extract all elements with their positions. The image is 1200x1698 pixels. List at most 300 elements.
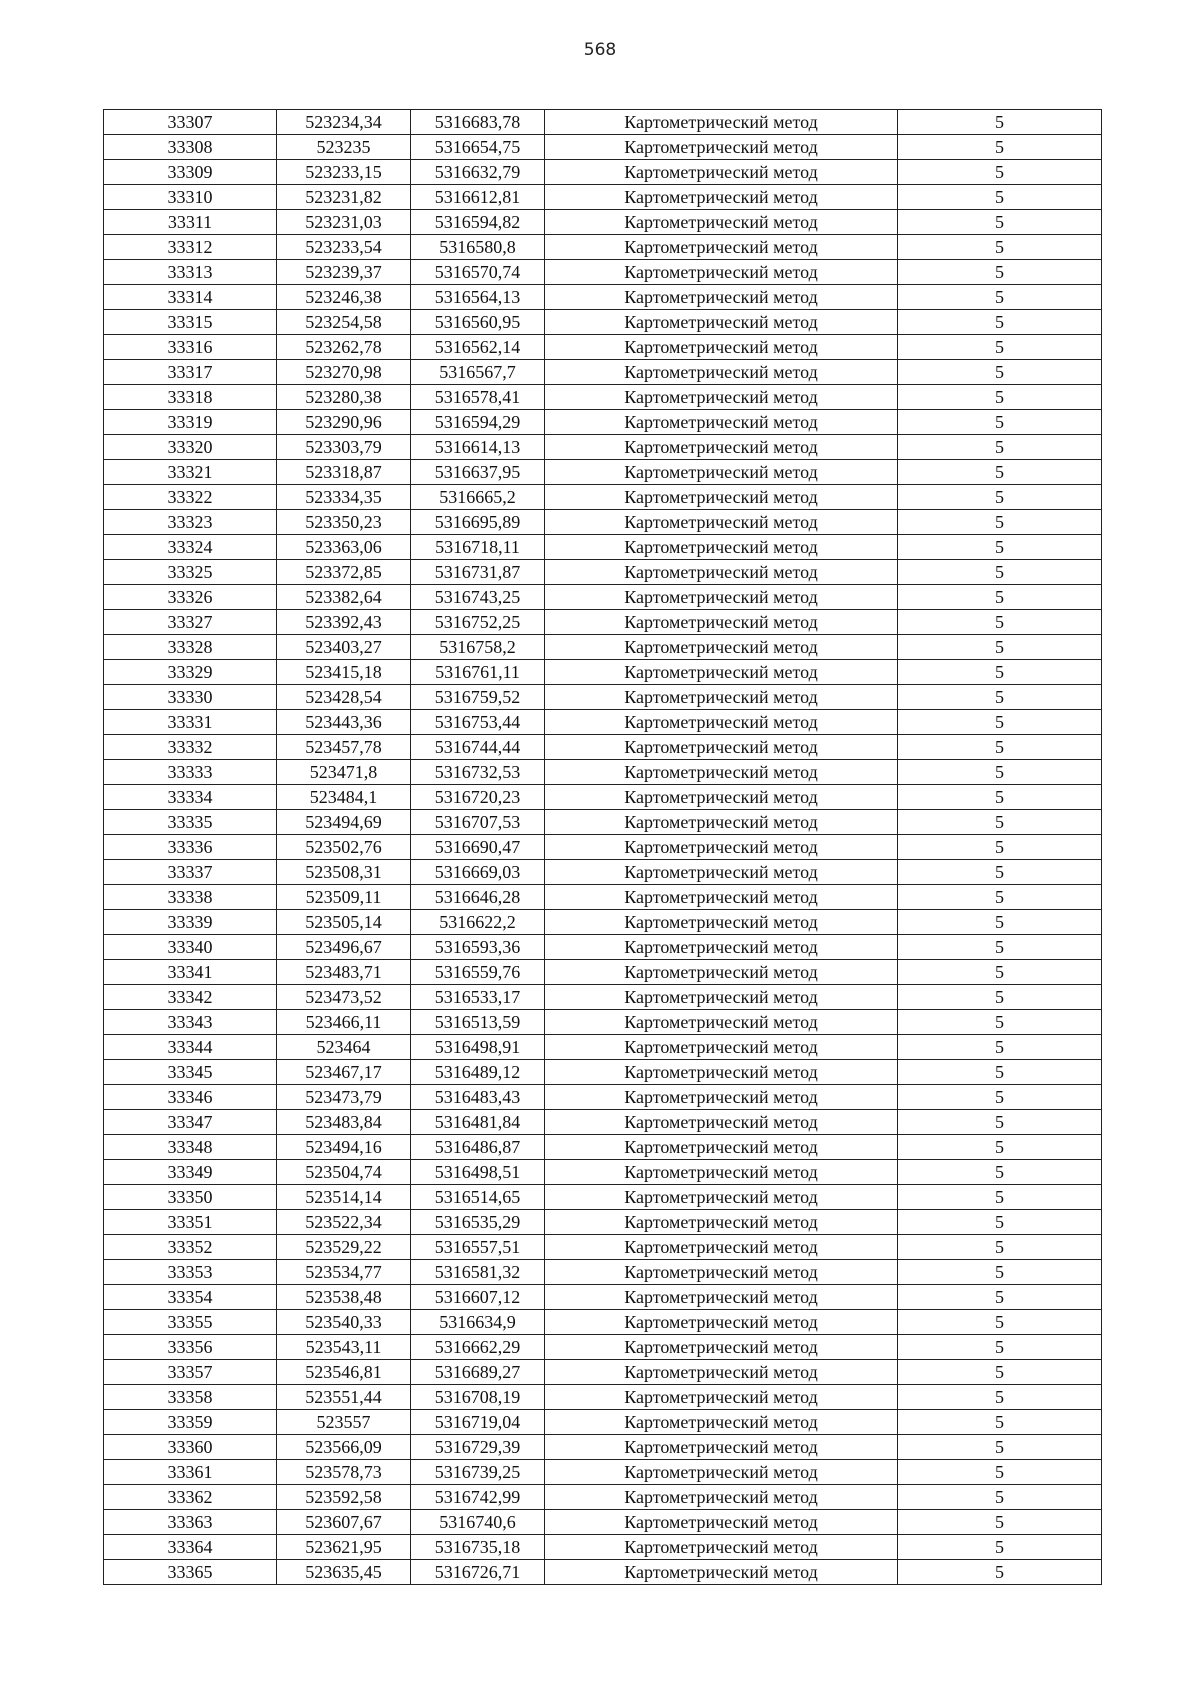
accuracy-cell: 5 (898, 635, 1102, 660)
table-row (104, 110, 1102, 135)
accuracy-cell: 5 (898, 610, 1102, 635)
point-number-cell: 33331 (104, 710, 277, 735)
accuracy-cell: 5 (898, 210, 1102, 235)
x-coordinate-cell: 523235 (277, 135, 411, 160)
y-coordinate-cell: 5316690,47 (411, 835, 545, 860)
method-cell: Картометрический метод (545, 1560, 898, 1585)
point-number-cell: 33338 (104, 885, 277, 910)
point-number-cell: 33323 (104, 510, 277, 535)
method-cell: Картометрический метод (545, 1185, 898, 1210)
table-row (104, 960, 1102, 985)
x-coordinate-cell: 523529,22 (277, 1235, 411, 1260)
y-coordinate-cell: 5316646,28 (411, 885, 545, 910)
method-cell: Картометрический метод (545, 685, 898, 710)
accuracy-cell: 5 (898, 1310, 1102, 1335)
accuracy-cell: 5 (898, 235, 1102, 260)
point-number-cell: 33314 (104, 285, 277, 310)
method-cell: Картометрический метод (545, 1410, 898, 1435)
table-row (104, 1335, 1102, 1360)
table-row (104, 1210, 1102, 1235)
x-coordinate-cell: 523514,14 (277, 1185, 411, 1210)
method-cell: Картометрический метод (545, 1060, 898, 1085)
x-coordinate-cell: 523457,78 (277, 735, 411, 760)
x-coordinate-cell: 523566,09 (277, 1435, 411, 1460)
table-row (104, 235, 1102, 260)
table-row (104, 185, 1102, 210)
accuracy-cell: 5 (898, 1260, 1102, 1285)
y-coordinate-cell: 5316634,9 (411, 1310, 545, 1335)
x-coordinate-cell: 523464 (277, 1035, 411, 1060)
y-coordinate-cell: 5316740,6 (411, 1510, 545, 1535)
method-cell: Картометрический метод (545, 910, 898, 935)
point-number-cell: 33336 (104, 835, 277, 860)
point-number-cell: 33339 (104, 910, 277, 935)
method-cell: Картометрический метод (545, 1460, 898, 1485)
method-cell: Картометрический метод (545, 1235, 898, 1260)
y-coordinate-cell: 5316735,18 (411, 1535, 545, 1560)
accuracy-cell: 5 (898, 685, 1102, 710)
table-row (104, 1010, 1102, 1035)
point-number-cell: 33343 (104, 1010, 277, 1035)
y-coordinate-cell: 5316535,29 (411, 1210, 545, 1235)
accuracy-cell: 5 (898, 1085, 1102, 1110)
table-row (104, 460, 1102, 485)
x-coordinate-cell: 523233,15 (277, 160, 411, 185)
method-cell: Картометрический метод (545, 1535, 898, 1560)
y-coordinate-cell: 5316689,27 (411, 1360, 545, 1385)
point-number-cell: 33349 (104, 1160, 277, 1185)
accuracy-cell: 5 (898, 135, 1102, 160)
method-cell: Картометрический метод (545, 1260, 898, 1285)
table-row (104, 1410, 1102, 1435)
point-number-cell: 33320 (104, 435, 277, 460)
point-number-cell: 33334 (104, 785, 277, 810)
point-number-cell: 33355 (104, 1310, 277, 1335)
table-row (104, 1185, 1102, 1210)
y-coordinate-cell: 5316752,25 (411, 610, 545, 635)
method-cell: Картометрический метод (545, 310, 898, 335)
point-number-cell: 33326 (104, 585, 277, 610)
method-cell: Картометрический метод (545, 960, 898, 985)
table-row (104, 135, 1102, 160)
point-number-cell: 33332 (104, 735, 277, 760)
y-coordinate-cell: 5316498,91 (411, 1035, 545, 1060)
table-row (104, 935, 1102, 960)
point-number-cell: 33345 (104, 1060, 277, 1085)
y-coordinate-cell: 5316562,14 (411, 335, 545, 360)
point-number-cell: 33353 (104, 1260, 277, 1285)
x-coordinate-cell: 523502,76 (277, 835, 411, 860)
method-cell: Картометрический метод (545, 535, 898, 560)
table-row (104, 360, 1102, 385)
accuracy-cell: 5 (898, 185, 1102, 210)
table-row (104, 735, 1102, 760)
accuracy-cell: 5 (898, 660, 1102, 685)
y-coordinate-cell: 5316742,99 (411, 1485, 545, 1510)
point-number-cell: 33344 (104, 1035, 277, 1060)
point-number-cell: 33347 (104, 1110, 277, 1135)
method-cell: Картометрический метод (545, 385, 898, 410)
method-cell: Картометрический метод (545, 985, 898, 1010)
accuracy-cell: 5 (898, 535, 1102, 560)
table-row (104, 1260, 1102, 1285)
method-cell: Картометрический метод (545, 810, 898, 835)
x-coordinate-cell: 523350,23 (277, 510, 411, 535)
point-number-cell: 33348 (104, 1135, 277, 1160)
table-row (104, 535, 1102, 560)
x-coordinate-cell: 523239,37 (277, 260, 411, 285)
point-number-cell: 33318 (104, 385, 277, 410)
accuracy-cell: 5 (898, 285, 1102, 310)
table-row (104, 1110, 1102, 1135)
x-coordinate-cell: 523473,79 (277, 1085, 411, 1110)
point-number-cell: 33309 (104, 160, 277, 185)
point-number-cell: 33316 (104, 335, 277, 360)
table-row (104, 1510, 1102, 1535)
x-coordinate-cell: 523494,69 (277, 810, 411, 835)
y-coordinate-cell: 5316720,23 (411, 785, 545, 810)
x-coordinate-cell: 523428,54 (277, 685, 411, 710)
x-coordinate-cell: 523246,38 (277, 285, 411, 310)
accuracy-cell: 5 (898, 110, 1102, 135)
y-coordinate-cell: 5316695,89 (411, 510, 545, 535)
table-row (104, 1085, 1102, 1110)
point-number-cell: 33352 (104, 1235, 277, 1260)
point-number-cell: 33311 (104, 210, 277, 235)
method-cell: Картометрический метод (545, 885, 898, 910)
y-coordinate-cell: 5316632,79 (411, 160, 545, 185)
x-coordinate-cell: 523509,11 (277, 885, 411, 910)
table-row (104, 910, 1102, 935)
x-coordinate-cell: 523534,77 (277, 1260, 411, 1285)
x-coordinate-cell: 523334,35 (277, 485, 411, 510)
x-coordinate-cell: 523551,44 (277, 1385, 411, 1410)
x-coordinate-cell: 523538,48 (277, 1285, 411, 1310)
x-coordinate-cell: 523508,31 (277, 860, 411, 885)
y-coordinate-cell: 5316726,71 (411, 1560, 545, 1585)
y-coordinate-cell: 5316731,87 (411, 560, 545, 585)
accuracy-cell: 5 (898, 435, 1102, 460)
table-row (104, 810, 1102, 835)
accuracy-cell: 5 (898, 885, 1102, 910)
accuracy-cell: 5 (898, 1560, 1102, 1585)
table-row (104, 1460, 1102, 1485)
accuracy-cell: 5 (898, 1485, 1102, 1510)
y-coordinate-cell: 5316560,95 (411, 310, 545, 335)
point-number-cell: 33324 (104, 535, 277, 560)
accuracy-cell: 5 (898, 1035, 1102, 1060)
y-coordinate-cell: 5316514,65 (411, 1185, 545, 1210)
accuracy-cell: 5 (898, 1235, 1102, 1260)
x-coordinate-cell: 523280,38 (277, 385, 411, 410)
point-number-cell: 33350 (104, 1185, 277, 1210)
x-coordinate-cell: 523403,27 (277, 635, 411, 660)
y-coordinate-cell: 5316759,52 (411, 685, 545, 710)
accuracy-cell: 5 (898, 835, 1102, 860)
y-coordinate-cell: 5316743,25 (411, 585, 545, 610)
method-cell: Картометрический метод (545, 760, 898, 785)
table-row (104, 860, 1102, 885)
method-cell: Картометрический метод (545, 1210, 898, 1235)
y-coordinate-cell: 5316581,32 (411, 1260, 545, 1285)
method-cell: Картометрический метод (545, 1310, 898, 1335)
method-cell: Картометрический метод (545, 235, 898, 260)
y-coordinate-cell: 5316669,03 (411, 860, 545, 885)
table-row (104, 760, 1102, 785)
table-row (104, 660, 1102, 685)
table-row (104, 710, 1102, 735)
method-cell: Картометрический метод (545, 1335, 898, 1360)
method-cell: Картометрический метод (545, 660, 898, 685)
x-coordinate-cell: 523504,74 (277, 1160, 411, 1185)
table-row (104, 885, 1102, 910)
method-cell: Картометрический метод (545, 285, 898, 310)
accuracy-cell: 5 (898, 810, 1102, 835)
method-cell: Картометрический метод (545, 935, 898, 960)
accuracy-cell: 5 (898, 760, 1102, 785)
accuracy-cell: 5 (898, 160, 1102, 185)
method-cell: Картометрический метод (545, 710, 898, 735)
point-number-cell: 33351 (104, 1210, 277, 1235)
x-coordinate-cell: 523483,71 (277, 960, 411, 985)
accuracy-cell: 5 (898, 960, 1102, 985)
accuracy-cell: 5 (898, 735, 1102, 760)
point-number-cell: 33341 (104, 960, 277, 985)
point-number-cell: 33360 (104, 1435, 277, 1460)
method-cell: Картометрический метод (545, 1110, 898, 1135)
x-coordinate-cell: 523372,85 (277, 560, 411, 585)
method-cell: Картометрический метод (545, 560, 898, 585)
method-cell: Картометрический метод (545, 610, 898, 635)
point-number-cell: 33313 (104, 260, 277, 285)
y-coordinate-cell: 5316594,29 (411, 410, 545, 435)
x-coordinate-cell: 523578,73 (277, 1460, 411, 1485)
y-coordinate-cell: 5316567,7 (411, 360, 545, 385)
table-row (104, 485, 1102, 510)
y-coordinate-cell: 5316683,78 (411, 110, 545, 135)
method-cell: Картометрический метод (545, 360, 898, 385)
accuracy-cell: 5 (898, 1160, 1102, 1185)
table-row (104, 1435, 1102, 1460)
point-number-cell: 33307 (104, 110, 277, 135)
accuracy-cell: 5 (898, 385, 1102, 410)
accuracy-cell: 5 (898, 710, 1102, 735)
x-coordinate-cell: 523382,64 (277, 585, 411, 610)
x-coordinate-cell: 523621,95 (277, 1535, 411, 1560)
y-coordinate-cell: 5316557,51 (411, 1235, 545, 1260)
x-coordinate-cell: 523270,98 (277, 360, 411, 385)
y-coordinate-cell: 5316498,51 (411, 1160, 545, 1185)
x-coordinate-cell: 523231,03 (277, 210, 411, 235)
y-coordinate-cell: 5316729,39 (411, 1435, 545, 1460)
table-row (104, 1560, 1102, 1585)
point-number-cell: 33356 (104, 1335, 277, 1360)
table-row (104, 160, 1102, 185)
method-cell: Картометрический метод (545, 1160, 898, 1185)
accuracy-cell: 5 (898, 310, 1102, 335)
accuracy-cell: 5 (898, 1335, 1102, 1360)
point-number-cell: 33319 (104, 410, 277, 435)
y-coordinate-cell: 5316753,44 (411, 710, 545, 735)
point-number-cell: 33340 (104, 935, 277, 960)
accuracy-cell: 5 (898, 510, 1102, 535)
table-row (104, 835, 1102, 860)
x-coordinate-cell: 523254,58 (277, 310, 411, 335)
x-coordinate-cell: 523557 (277, 1410, 411, 1435)
method-cell: Картометрический метод (545, 860, 898, 885)
table-row (104, 510, 1102, 535)
method-cell: Картометрический метод (545, 160, 898, 185)
point-number-cell: 33325 (104, 560, 277, 585)
table-row (104, 1310, 1102, 1335)
x-coordinate-cell: 523522,34 (277, 1210, 411, 1235)
x-coordinate-cell: 523607,67 (277, 1510, 411, 1535)
point-number-cell: 33327 (104, 610, 277, 635)
y-coordinate-cell: 5316758,2 (411, 635, 545, 660)
x-coordinate-cell: 523290,96 (277, 410, 411, 435)
point-number-cell: 33337 (104, 860, 277, 885)
table-row (104, 1135, 1102, 1160)
table-row (104, 1485, 1102, 1510)
point-number-cell: 33308 (104, 135, 277, 160)
table-row (104, 435, 1102, 460)
table-row (104, 985, 1102, 1010)
point-number-cell: 33346 (104, 1085, 277, 1110)
method-cell: Картометрический метод (545, 510, 898, 535)
table-row (104, 1535, 1102, 1560)
table-row (104, 1235, 1102, 1260)
accuracy-cell: 5 (898, 1410, 1102, 1435)
accuracy-cell: 5 (898, 1435, 1102, 1460)
x-coordinate-cell: 523234,34 (277, 110, 411, 135)
y-coordinate-cell: 5316719,04 (411, 1410, 545, 1435)
table-row (104, 210, 1102, 235)
x-coordinate-cell: 523471,8 (277, 760, 411, 785)
method-cell: Картометрический метод (545, 1485, 898, 1510)
table-row (104, 685, 1102, 710)
point-number-cell: 33329 (104, 660, 277, 685)
table-row (104, 1035, 1102, 1060)
y-coordinate-cell: 5316578,41 (411, 385, 545, 410)
x-coordinate-cell: 523546,81 (277, 1360, 411, 1385)
x-coordinate-cell: 523505,14 (277, 910, 411, 935)
table-row (104, 560, 1102, 585)
y-coordinate-cell: 5316559,76 (411, 960, 545, 985)
method-cell: Картометрический метод (545, 110, 898, 135)
accuracy-cell: 5 (898, 560, 1102, 585)
accuracy-cell: 5 (898, 1110, 1102, 1135)
y-coordinate-cell: 5316593,36 (411, 935, 545, 960)
x-coordinate-cell: 523494,16 (277, 1135, 411, 1160)
table-row (104, 610, 1102, 635)
point-number-cell: 33322 (104, 485, 277, 510)
point-number-cell: 33361 (104, 1460, 277, 1485)
y-coordinate-cell: 5316481,84 (411, 1110, 545, 1135)
x-coordinate-cell: 523415,18 (277, 660, 411, 685)
method-cell: Картометрический метод (545, 1085, 898, 1110)
accuracy-cell: 5 (898, 1385, 1102, 1410)
table-row (104, 310, 1102, 335)
x-coordinate-cell: 523318,87 (277, 460, 411, 485)
point-number-cell: 33333 (104, 760, 277, 785)
accuracy-cell: 5 (898, 485, 1102, 510)
method-cell: Картометрический метод (545, 460, 898, 485)
accuracy-cell: 5 (898, 860, 1102, 885)
y-coordinate-cell: 5316594,82 (411, 210, 545, 235)
method-cell: Картометрический метод (545, 735, 898, 760)
method-cell: Картометрический метод (545, 410, 898, 435)
method-cell: Картометрический метод (545, 1360, 898, 1385)
accuracy-cell: 5 (898, 260, 1102, 285)
y-coordinate-cell: 5316744,44 (411, 735, 545, 760)
table-row (104, 335, 1102, 360)
method-cell: Картометрический метод (545, 135, 898, 160)
y-coordinate-cell: 5316533,17 (411, 985, 545, 1010)
y-coordinate-cell: 5316707,53 (411, 810, 545, 835)
table-row (104, 785, 1102, 810)
point-number-cell: 33359 (104, 1410, 277, 1435)
point-number-cell: 33363 (104, 1510, 277, 1535)
x-coordinate-cell: 523543,11 (277, 1335, 411, 1360)
method-cell: Картометрический метод (545, 1385, 898, 1410)
method-cell: Картометрический метод (545, 1285, 898, 1310)
accuracy-cell: 5 (898, 1460, 1102, 1485)
y-coordinate-cell: 5316665,2 (411, 485, 545, 510)
y-coordinate-cell: 5316739,25 (411, 1460, 545, 1485)
table-row (104, 1385, 1102, 1410)
table-row (104, 410, 1102, 435)
method-cell: Картометрический метод (545, 335, 898, 360)
method-cell: Картометрический метод (545, 185, 898, 210)
x-coordinate-cell: 523303,79 (277, 435, 411, 460)
method-cell: Картометрический метод (545, 1035, 898, 1060)
y-coordinate-cell: 5316607,12 (411, 1285, 545, 1310)
accuracy-cell: 5 (898, 360, 1102, 385)
method-cell: Картометрический метод (545, 1135, 898, 1160)
method-cell: Картометрический метод (545, 835, 898, 860)
method-cell: Картометрический метод (545, 485, 898, 510)
y-coordinate-cell: 5316761,11 (411, 660, 545, 685)
x-coordinate-cell: 523262,78 (277, 335, 411, 360)
y-coordinate-cell: 5316654,75 (411, 135, 545, 160)
y-coordinate-cell: 5316483,43 (411, 1085, 545, 1110)
table-row (104, 1285, 1102, 1310)
x-coordinate-cell: 523467,17 (277, 1060, 411, 1085)
accuracy-cell: 5 (898, 585, 1102, 610)
x-coordinate-cell: 523466,11 (277, 1010, 411, 1035)
point-number-cell: 33342 (104, 985, 277, 1010)
point-number-cell: 33310 (104, 185, 277, 210)
x-coordinate-cell: 523443,36 (277, 710, 411, 735)
method-cell: Картометрический метод (545, 210, 898, 235)
accuracy-cell: 5 (898, 1010, 1102, 1035)
method-cell: Картометрический метод (545, 785, 898, 810)
point-number-cell: 33362 (104, 1485, 277, 1510)
x-coordinate-cell: 523231,82 (277, 185, 411, 210)
point-number-cell: 33358 (104, 1385, 277, 1410)
y-coordinate-cell: 5316732,53 (411, 760, 545, 785)
coordinates-table (103, 109, 1102, 1585)
accuracy-cell: 5 (898, 1060, 1102, 1085)
y-coordinate-cell: 5316564,13 (411, 285, 545, 310)
accuracy-cell: 5 (898, 1210, 1102, 1235)
accuracy-cell: 5 (898, 935, 1102, 960)
x-coordinate-cell: 523496,67 (277, 935, 411, 960)
table-row (104, 1160, 1102, 1185)
accuracy-cell: 5 (898, 1360, 1102, 1385)
x-coordinate-cell: 523483,84 (277, 1110, 411, 1135)
table-row (104, 1060, 1102, 1085)
